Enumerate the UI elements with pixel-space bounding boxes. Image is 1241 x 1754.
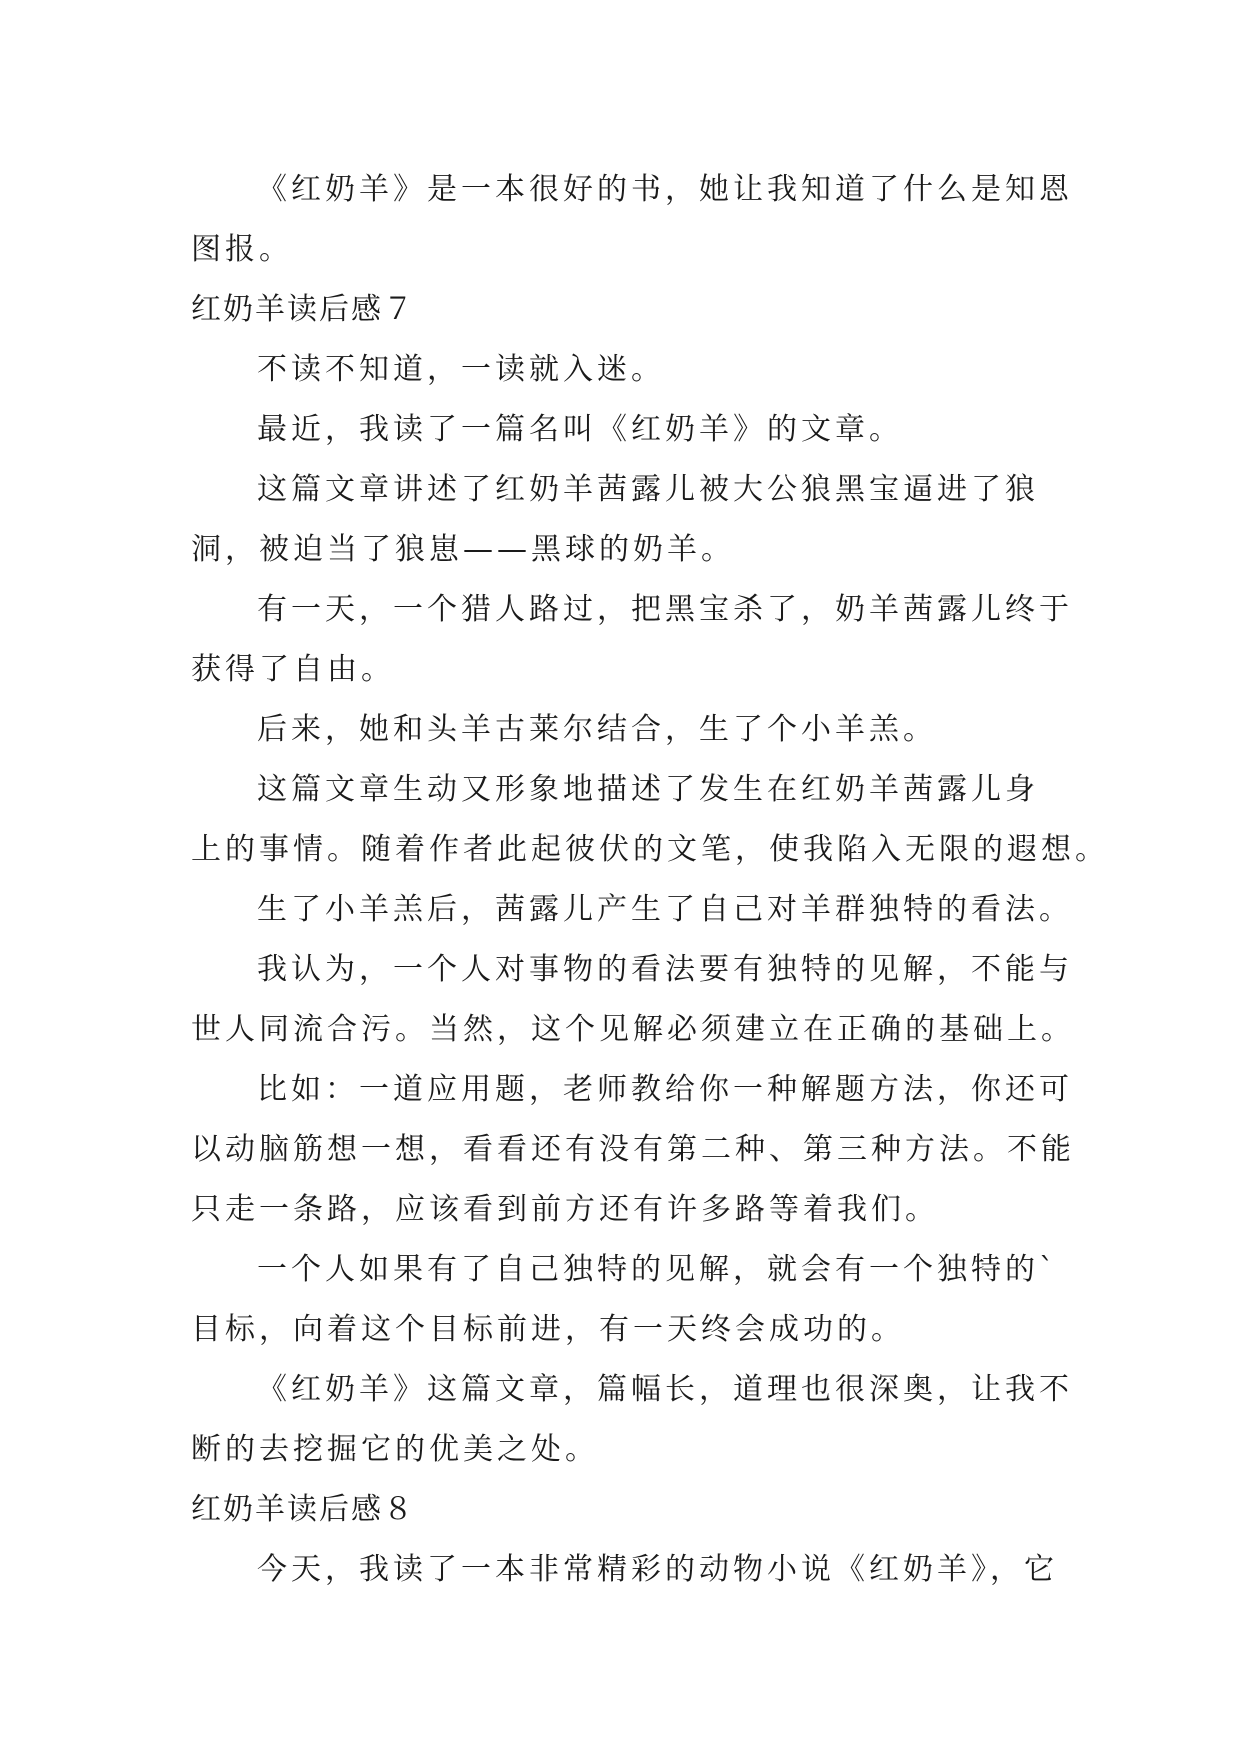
paragraph-line: 世人同流合污。当然，这个见解必须建立在正确的基础上。 bbox=[191, 1012, 1075, 1047]
paragraph-line: 比如：一道应用题，老师教给你一种解题方法，你还可 bbox=[257, 1072, 1073, 1107]
paragraph-line: 后来，她和头羊古莱尔结合，生了个小羊羔。 bbox=[257, 712, 937, 747]
paragraph-line: 今天，我读了一本非常精彩的动物小说《红奶羊》，它 bbox=[257, 1552, 1058, 1587]
paragraph-line: 只走一条路，应该看到前方还有许多路等着我们。 bbox=[191, 1192, 939, 1227]
paragraph-line: 以动脑筋想一想，看看还有没有第二种、第三种方法。不能 bbox=[191, 1132, 1075, 1167]
paragraph-line: 目标，向着这个目标前进，有一天终会成功的。 bbox=[191, 1312, 905, 1347]
section-heading: 红奶羊读后感８ bbox=[191, 1492, 415, 1527]
paragraph-line: 洞，被迫当了狼崽——黑球的奶羊。 bbox=[191, 532, 735, 567]
paragraph-line: 生了小羊羔后，茜露儿产生了自己对羊群独特的看法。 bbox=[257, 892, 1073, 927]
paragraph-line: 这篇文章讲述了红奶羊茜露儿被大公狼黑宝逼进了狼 bbox=[257, 472, 1039, 507]
paragraph-line: 我认为，一个人对事物的看法要有独特的见解，不能与 bbox=[257, 952, 1073, 987]
paragraph-line: 上的事情。随着作者此起彼伏的文笔，使我陷入无限的遐想。 bbox=[191, 832, 1109, 867]
paragraph-line: 断的去挖掘它的优美之处。 bbox=[191, 1432, 599, 1467]
paragraph-line: 《红奶羊》是一本很好的书，她让我知道了什么是知恩 bbox=[257, 172, 1073, 207]
paragraph-line: 《红奶羊》这篇文章，篇幅长，道理也很深奥，让我不 bbox=[257, 1372, 1073, 1407]
paragraph-line: 图报。 bbox=[191, 232, 293, 267]
paragraph-line: 这篇文章生动又形象地描述了发生在红奶羊茜露儿身 bbox=[257, 772, 1039, 807]
paragraph-line: 不读不知道，一读就入迷。 bbox=[257, 352, 665, 387]
document-body bbox=[191, 160, 1109, 1600]
paragraph-line: 最近，我读了一篇名叫《红奶羊》的文章。 bbox=[257, 412, 903, 447]
paragraph-line: 一个人如果有了自己独特的见解，就会有一个独特的` bbox=[257, 1252, 1058, 1287]
paragraph-line: 获得了自由。 bbox=[191, 652, 395, 687]
section-heading: 红奶羊读后感７ bbox=[191, 292, 415, 327]
paragraph-line: 有一天，一个猎人路过，把黑宝杀了，奶羊茜露儿终于 bbox=[257, 592, 1073, 627]
